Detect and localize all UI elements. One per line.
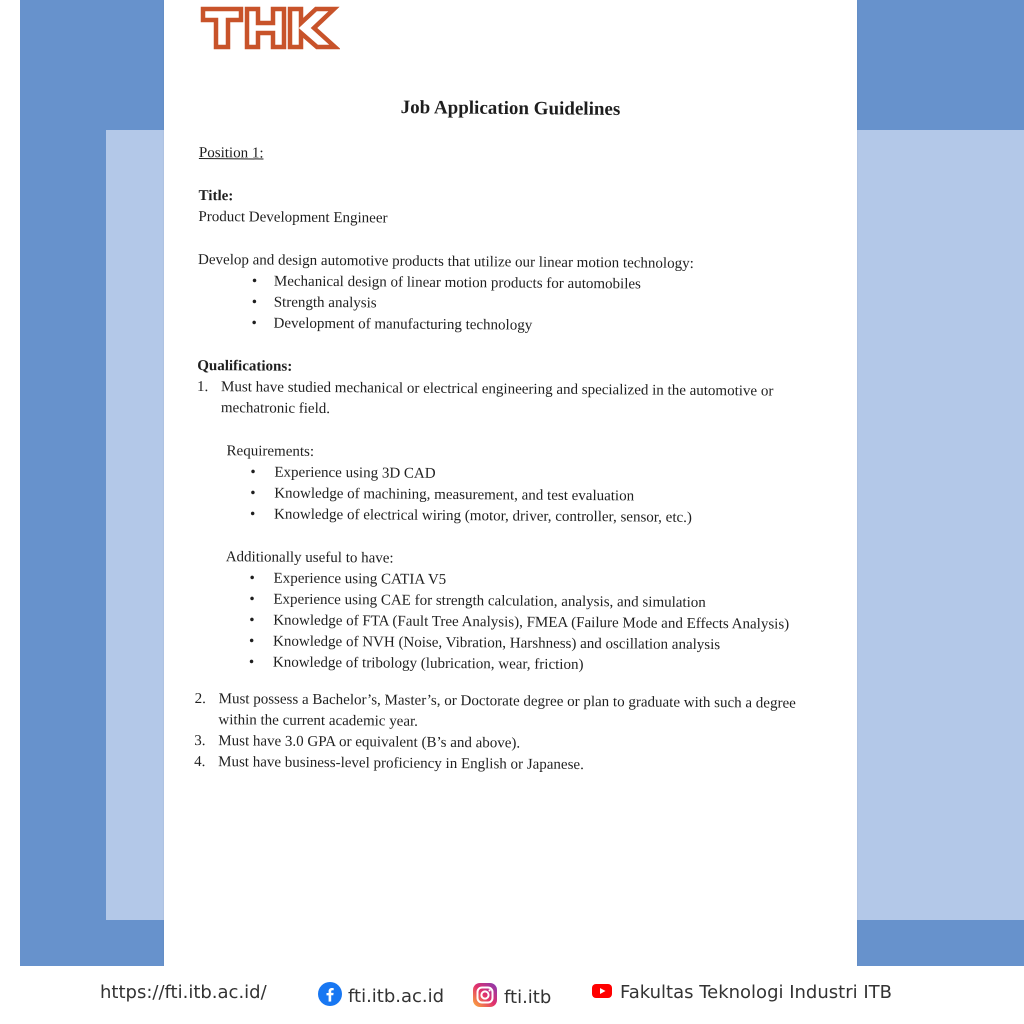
facebook-link[interactable]	[318, 982, 444, 1011]
list-item: • Strength analysis	[251, 294, 377, 312]
facebook-handle[interactable]: fti.itb.ac.id	[348, 986, 445, 1007]
list-item: • Experience using CATIA V5	[249, 570, 447, 588]
additional-heading: Additionally useful to have:	[225, 549, 394, 567]
list-item: • Knowledge of tribology (lubrication, wear, friction)	[248, 654, 584, 674]
youtube-link[interactable]	[592, 982, 892, 1003]
list-item: • Development of manufacturing technology	[251, 315, 533, 334]
requirements-list	[196, 462, 806, 530]
document-page	[164, 0, 857, 966]
instagram-icon	[472, 982, 498, 1013]
youtube-channel[interactable]: Fakultas Teknologi Industri ITB	[620, 982, 892, 1003]
qualification-item: 4. Must have business-level proficiency in English or Japanese.	[194, 753, 584, 774]
list-item: • Knowledge of machining, measurement, and test evaluation	[250, 485, 635, 505]
duties-list	[197, 271, 807, 339]
qualifications-list	[194, 377, 807, 778]
requirements-heading: Requirements:	[226, 443, 315, 460]
instagram-handle[interactable]: fti.itb	[504, 987, 552, 1008]
list-item: • Knowledge of FTA (Fault Tree Analysis), FMEA (Failure Mode and Effects Analysis)	[249, 612, 790, 633]
list-item: • Mechanical design of linear motion products for automobiles	[251, 273, 641, 293]
additional-list	[195, 568, 806, 678]
list-item: • Experience using CAE for strength calculation, analysis, and simulation	[249, 591, 706, 611]
footer-bar	[0, 966, 1024, 1024]
facebook-icon	[318, 982, 342, 1011]
instagram-link[interactable]	[472, 982, 551, 1013]
job-title: Product Development Engineer	[198, 208, 388, 227]
qualification-item: 3. Must have 3.0 GPA or equivalent (B’s and above).	[194, 732, 521, 752]
list-item: • Knowledge of NVH (Noise, Vibration, Harshness) and oscillation analysis	[249, 633, 721, 654]
qualification-item: 1. Must have studied mechanical or electrical engineering and specialized in the automotive or mechatronic field. Requirements: • Experience using 3D CAD • Knowledge of machining, measurement, and test evaluation • Knowledge of electrical wiring (motor, driver, controller, sensor, etc.) Additionally useful to have: • Experience using CATIA V5 • Experience using CAE for strength calculation, analysis, and simulation • Knowledge of FTA (Fault Tree Analysis), FMEA (Failure Mode and Effects Analysis) • Knowledge of NVH (Noise, Vibration, Harshness) and oscillation analysis • Knowledge of tribology (lubrication, wear, friction)	[195, 377, 807, 678]
website-link[interactable]	[100, 982, 267, 1003]
document-body	[194, 143, 809, 778]
website-url[interactable]: https://fti.itb.ac.id/	[100, 982, 267, 1003]
title-label: Title:	[198, 187, 234, 205]
position-label: Position 1:	[198, 144, 264, 162]
list-item: • Experience using 3D CAD	[250, 464, 436, 482]
job-intro: Develop and design automotive products that utilize our linear motion technology:	[198, 251, 694, 272]
document-title: Job Application Guidelines	[400, 97, 621, 120]
thk-logo	[200, 4, 340, 50]
youtube-icon	[592, 982, 612, 1003]
qualifications-heading: Qualifications:	[197, 357, 293, 375]
qualification-item: 2. Must possess a Bachelor’s, Master’s, or Doctorate degree or plan to graduate with such a degree within the current academic year.	[194, 690, 796, 730]
list-item: • Knowledge of electrical wiring (motor, driver, controller, sensor, etc.)	[250, 506, 693, 526]
